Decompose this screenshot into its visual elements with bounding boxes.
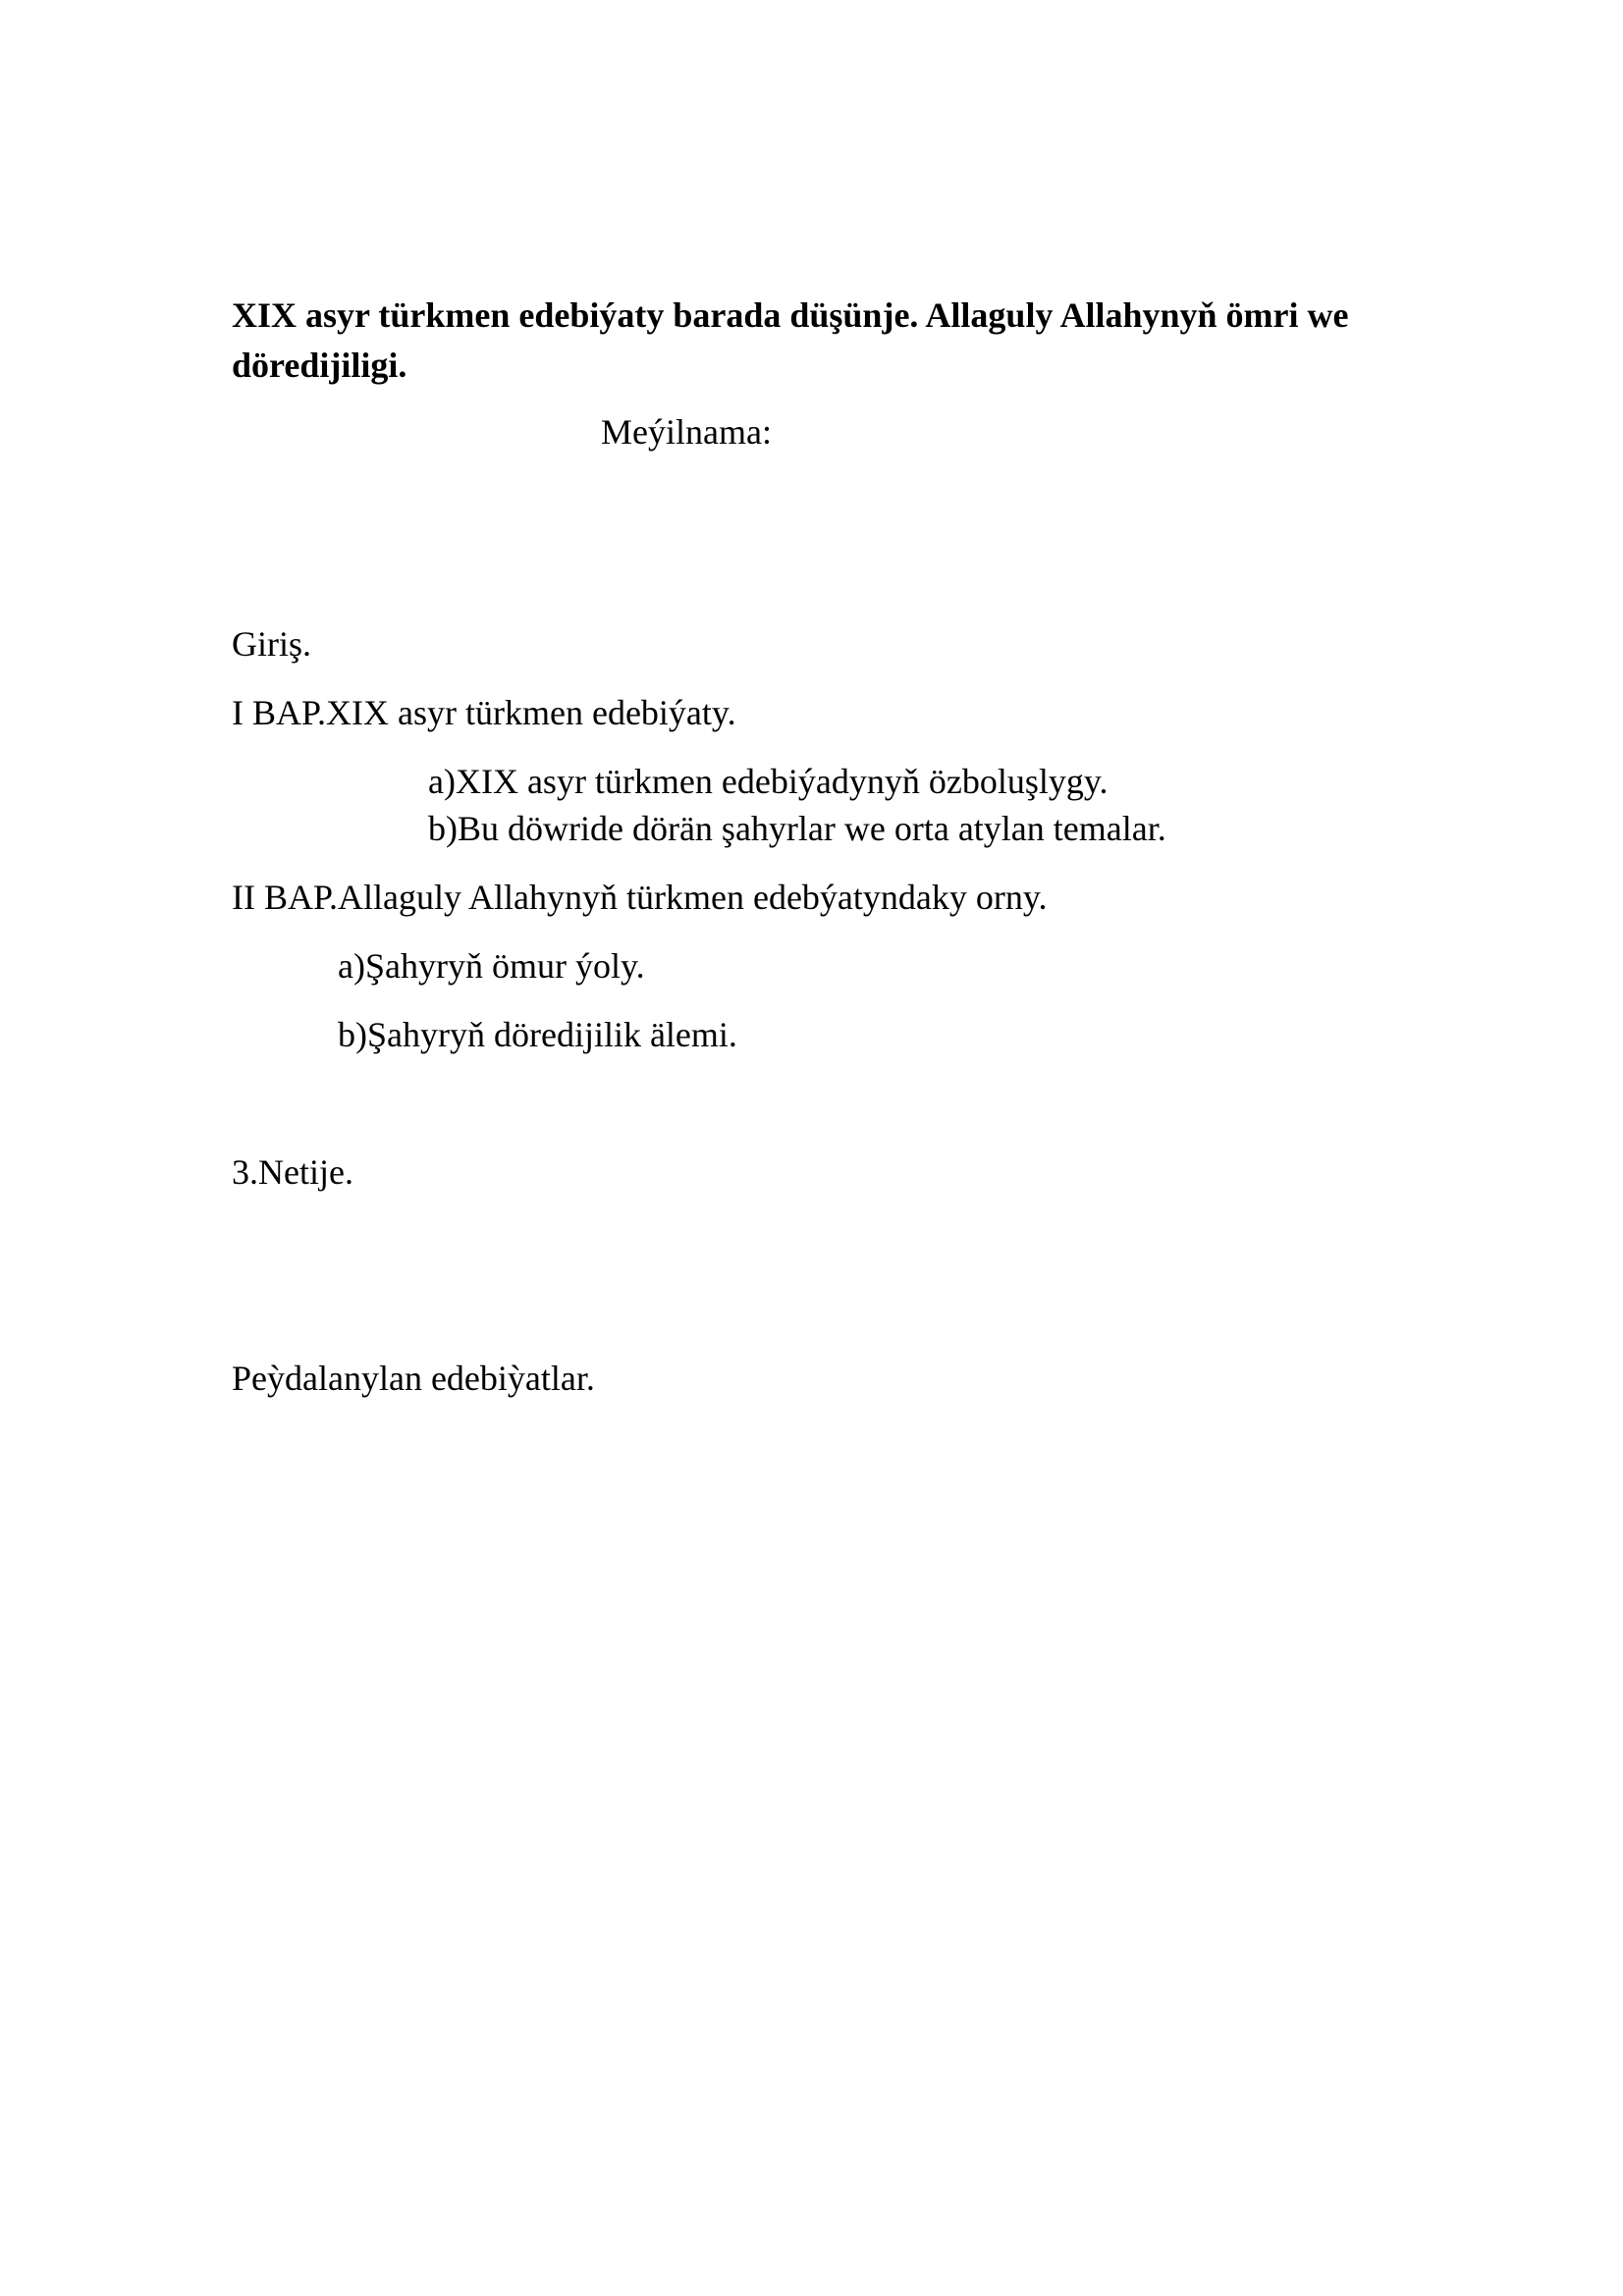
chapter-2-heading: II BAP.Allaguly Allahynyň türkmen edebýatyndaky orny. [232, 878, 1048, 917]
references-item: Peỳdalanylan edebiỳatlar. [232, 1359, 595, 1398]
title-line-1: XIX asyr türkmen edebiýaty barada düşünje. Allaguly Allahynyň ömri we [232, 295, 1349, 335]
chapter-2-item-a: a)Şahyryň ömur ýoly. [338, 946, 645, 986]
chapter-1-heading: I BAP.XIX asyr türkmen edebiýaty. [232, 693, 736, 732]
document-title [232, 291, 1508, 391]
plan-heading: Meýilnama: [601, 412, 772, 452]
title-line-2: döredijiligi. [232, 346, 407, 385]
conclusion-item: 3.Netije. [232, 1152, 353, 1192]
chapter-2-item-b: b)Şahyryň döredijilik älemi. [338, 1015, 737, 1054]
chapter-1-item-a: a)XIX asyr türkmen edebiýadynyň özboluşlygy. [428, 762, 1109, 801]
intro-item: Giriş. [232, 624, 311, 664]
chapter-1-item-b: b)Bu döwride dörän şahyrlar we orta atylan temalar. [428, 809, 1166, 848]
